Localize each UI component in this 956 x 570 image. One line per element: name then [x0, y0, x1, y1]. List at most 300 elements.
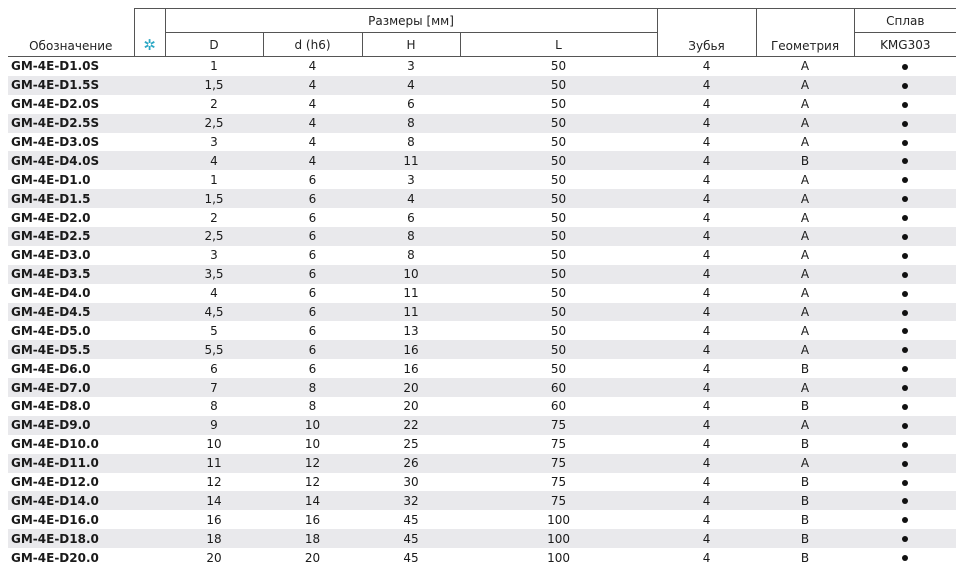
table-row [8, 397, 956, 416]
cell-d: 10 [304, 437, 321, 452]
cell-teeth: 4 [702, 437, 711, 452]
cell-H: 45 [403, 512, 419, 527]
cell-asterisk [134, 397, 165, 416]
cell-D: 2 [210, 97, 218, 112]
table-row [8, 529, 956, 548]
cell-alloy [854, 76, 956, 95]
spec-table [8, 8, 956, 567]
cell-d: 4 [263, 114, 362, 133]
cell-d: 4 [308, 135, 317, 149]
availability-dot-icon [902, 442, 908, 448]
cell-asterisk [134, 510, 165, 529]
availability-dot-icon [902, 385, 908, 391]
table-row [8, 265, 956, 284]
header-alloy-grade [854, 33, 956, 57]
cell-asterisk [134, 265, 165, 284]
cell-d: 10 [263, 416, 362, 435]
cell-geometry: A [756, 227, 854, 246]
cell-D: 2 [210, 210, 218, 225]
availability-dot-icon [902, 158, 908, 164]
availability-dot-icon [902, 102, 908, 108]
header-H [362, 33, 460, 57]
cell-alloy [854, 378, 956, 397]
cell-d: 4 [263, 76, 362, 95]
spec-table-body [8, 57, 956, 568]
cell-H: 6 [407, 210, 415, 225]
availability-dot-icon [902, 291, 908, 297]
cell-L: 50 [460, 76, 657, 95]
availability-dot-icon [902, 253, 908, 259]
table-row [8, 510, 956, 529]
cell-asterisk [134, 170, 165, 189]
cell-geometry: A [800, 286, 810, 301]
cell-asterisk [134, 133, 165, 152]
cell-H: 8 [362, 114, 460, 133]
cell-teeth: 4 [702, 172, 711, 187]
header-d [263, 33, 362, 57]
cell-L: 100 [547, 550, 570, 565]
cell-d: 6 [263, 303, 362, 322]
cell-L: 50 [550, 59, 567, 74]
cell-teeth: 4 [657, 340, 756, 359]
cell-L: 50 [460, 114, 657, 133]
cell-H: 45 [403, 550, 419, 565]
cell-d: 6 [308, 286, 317, 301]
cell-D: 3 [210, 135, 218, 149]
cell-alloy [854, 321, 956, 340]
cell-D: 1 [210, 59, 218, 74]
cell-D: 3,5 [165, 265, 263, 284]
cell-alloy [854, 529, 956, 548]
cell-H: 26 [362, 454, 460, 473]
header-designation [8, 9, 134, 57]
cell-code: GM-4E-D12.0 [11, 475, 99, 490]
cell-teeth: 4 [702, 210, 711, 225]
cell-geometry: A [800, 210, 810, 225]
availability-dot-icon [902, 347, 908, 353]
cell-d: 14 [263, 491, 362, 510]
header-designation-label: Обозначение [29, 39, 113, 53]
cell-code: GM-4E-D10.0 [11, 437, 99, 452]
cell-teeth: 4 [657, 76, 756, 95]
cell-L: 50 [550, 172, 567, 187]
cell-d: 12 [263, 454, 362, 473]
availability-dot-icon [902, 196, 908, 202]
cell-geometry: A [800, 59, 810, 74]
header-dimensions-label: Размеры [мм] [368, 13, 454, 28]
cell-D: 5 [210, 323, 218, 338]
cell-alloy [854, 548, 956, 567]
header-L-label: L [555, 37, 562, 52]
cell-teeth: 4 [657, 529, 756, 548]
cell-L: 75 [460, 454, 657, 473]
availability-dot-icon [902, 461, 908, 467]
cell-H: 13 [403, 323, 419, 338]
cell-geometry: A [756, 416, 854, 435]
cell-H: 8 [407, 248, 415, 263]
cell-teeth: 4 [702, 248, 711, 263]
cell-D: 11 [165, 454, 263, 473]
cell-d: 18 [263, 529, 362, 548]
cell-geometry: A [756, 340, 854, 359]
table-row [8, 548, 956, 567]
cell-L: 50 [460, 189, 657, 208]
cell-D: 14 [165, 491, 263, 510]
cell-asterisk [134, 208, 165, 227]
table-row [8, 95, 956, 114]
cell-L: 75 [550, 437, 567, 452]
cell-code: GM-4E-D11.0 [8, 454, 134, 473]
cell-H: 10 [362, 265, 460, 284]
cell-H: 16 [403, 361, 419, 376]
availability-dot-icon [902, 121, 908, 127]
cell-alloy [854, 114, 956, 133]
cell-H: 22 [362, 416, 460, 435]
cell-D: 3 [210, 248, 218, 263]
cell-alloy [854, 397, 956, 416]
cell-alloy [854, 133, 956, 152]
table-row [8, 114, 956, 133]
cell-d: 6 [263, 189, 362, 208]
cell-code: GM-4E-D1.5S [8, 76, 134, 95]
cell-code: GM-4E-D14.0 [8, 491, 134, 510]
table-row [8, 491, 956, 510]
cell-teeth: 4 [657, 378, 756, 397]
cell-teeth: 4 [702, 135, 711, 149]
cell-d: 16 [304, 512, 321, 527]
cell-D: 1 [210, 172, 218, 187]
header-alloy [854, 9, 956, 33]
cell-H: 8 [362, 227, 460, 246]
cell-alloy [854, 189, 956, 208]
cell-teeth: 4 [702, 512, 711, 527]
cell-code: GM-4E-D4.5 [8, 303, 134, 322]
cell-code: GM-4E-D2.5 [8, 227, 134, 246]
cell-D: 10 [206, 437, 222, 452]
cell-code: GM-4E-D1.0S [11, 59, 100, 74]
cell-code: GM-4E-D7.0 [8, 378, 134, 397]
cell-geometry: A [756, 189, 854, 208]
cell-D: 4 [210, 286, 218, 301]
cell-L: 60 [460, 378, 657, 397]
availability-dot-icon [902, 234, 908, 240]
cell-geometry: A [800, 97, 810, 112]
cell-D: 4 [165, 151, 263, 170]
cell-H: 16 [362, 340, 460, 359]
cell-asterisk [134, 76, 165, 95]
cell-L: 50 [460, 265, 657, 284]
cell-teeth: 4 [702, 323, 711, 338]
cell-geometry: A [800, 135, 810, 149]
cell-asterisk [134, 284, 165, 303]
cell-code: GM-4E-D8.0 [11, 399, 91, 414]
cell-teeth: 4 [657, 151, 756, 170]
cell-alloy [854, 95, 956, 114]
table-row [8, 321, 956, 340]
availability-dot-icon [902, 310, 908, 316]
cell-teeth: 4 [702, 59, 711, 74]
table-row [8, 208, 956, 227]
cell-D: 6 [210, 361, 218, 376]
availability-dot-icon [902, 177, 908, 183]
cell-geometry: A [756, 454, 854, 473]
header-d-label: d (h6) [294, 37, 331, 52]
cell-d: 4 [308, 97, 317, 112]
table-row [8, 340, 956, 359]
header-alloy-label: Сплав [886, 13, 925, 28]
table-row [8, 473, 956, 492]
cell-d: 4 [308, 59, 317, 74]
cell-H: 11 [362, 151, 460, 170]
cell-H: 8 [407, 135, 415, 149]
cell-geometry: A [800, 323, 810, 338]
cell-H: 20 [403, 399, 419, 414]
header-geometry-label: Геометрия [770, 39, 840, 53]
availability-dot-icon [902, 366, 908, 372]
cell-code: GM-4E-D4.0S [8, 151, 134, 170]
cell-code: GM-4E-D5.0 [11, 323, 91, 338]
cell-alloy [854, 435, 956, 454]
cell-teeth: 4 [657, 416, 756, 435]
cell-H: 11 [403, 286, 419, 301]
cell-d: 6 [308, 361, 317, 376]
cell-L: 75 [550, 475, 567, 490]
cell-geometry: B [800, 399, 810, 414]
cell-asterisk [134, 189, 165, 208]
cell-d: 8 [263, 378, 362, 397]
table-row [8, 227, 956, 246]
cell-asterisk [134, 529, 165, 548]
cell-teeth: 4 [702, 97, 711, 112]
cell-H: 32 [362, 491, 460, 510]
cell-D: 1,5 [165, 76, 263, 95]
cell-code: GM-4E-D6.0 [11, 361, 91, 376]
cell-d: 6 [263, 265, 362, 284]
cell-asterisk [134, 416, 165, 435]
table-row [8, 151, 956, 170]
availability-dot-icon [902, 215, 908, 221]
cell-teeth: 4 [702, 550, 711, 565]
header-L [460, 33, 657, 57]
cell-teeth: 4 [657, 491, 756, 510]
cell-code: GM-4E-D1.0 [11, 172, 91, 187]
header-geometry [756, 9, 854, 57]
cell-H: 11 [362, 303, 460, 322]
cell-code: GM-4E-D2.0S [11, 97, 100, 112]
cell-L: 75 [460, 416, 657, 435]
cell-L: 50 [550, 210, 567, 225]
cell-alloy [854, 510, 956, 529]
table-row [8, 57, 956, 76]
cell-code: GM-4E-D9.0 [8, 416, 134, 435]
cell-d: 6 [263, 227, 362, 246]
cell-L: 60 [550, 399, 567, 414]
cell-alloy [854, 416, 956, 435]
cell-alloy [854, 170, 956, 189]
cell-asterisk [134, 227, 165, 246]
cell-D: 7 [165, 378, 263, 397]
header-D-label: D [209, 37, 219, 52]
cell-alloy [854, 57, 956, 76]
availability-dot-icon [902, 517, 908, 523]
cell-teeth: 4 [702, 399, 711, 414]
cell-H: 3 [407, 172, 415, 187]
table-row [8, 284, 956, 303]
cell-alloy [854, 208, 956, 227]
cell-alloy [854, 265, 956, 284]
cell-D: 2,5 [165, 227, 263, 246]
header-D [165, 33, 263, 57]
cell-geometry: B [756, 151, 854, 170]
header-alloy-grade-label: KMG303 [880, 37, 931, 52]
cell-D: 12 [206, 475, 222, 490]
table-row [8, 435, 956, 454]
cell-geometry: A [800, 172, 810, 187]
table-row [8, 359, 956, 378]
table-row [8, 416, 956, 435]
table-row [8, 454, 956, 473]
cell-geometry: A [756, 378, 854, 397]
cell-code: GM-4E-D3.0S [11, 135, 100, 149]
asterisk-icon: ✲ [143, 36, 156, 54]
header-row-top [8, 9, 956, 33]
cell-H: 45 [362, 529, 460, 548]
cell-teeth: 4 [657, 114, 756, 133]
cell-L: 50 [460, 340, 657, 359]
cell-d: 6 [308, 323, 317, 338]
cell-geometry: A [756, 303, 854, 322]
cell-alloy [854, 359, 956, 378]
cell-asterisk [134, 378, 165, 397]
cell-alloy [854, 491, 956, 510]
availability-dot-icon [902, 480, 908, 486]
cell-alloy [854, 227, 956, 246]
cell-alloy [854, 454, 956, 473]
cell-code: GM-4E-D5.5 [8, 340, 134, 359]
cell-H: 30 [403, 475, 419, 490]
cell-teeth: 4 [657, 454, 756, 473]
availability-dot-icon [902, 64, 908, 70]
cell-teeth: 4 [657, 303, 756, 322]
cell-code: GM-4E-D18.0 [8, 529, 134, 548]
cell-geometry: B [800, 437, 810, 452]
cell-alloy [854, 151, 956, 170]
cell-L: 100 [547, 512, 570, 527]
cell-d: 6 [308, 248, 317, 263]
cell-H: 20 [362, 378, 460, 397]
availability-dot-icon [902, 555, 908, 561]
availability-dot-icon [902, 404, 908, 410]
cell-asterisk [134, 473, 165, 492]
cell-alloy [854, 473, 956, 492]
cell-H: 6 [407, 97, 415, 112]
cell-alloy [854, 303, 956, 322]
cell-L: 50 [550, 286, 567, 301]
cell-asterisk [134, 321, 165, 340]
cell-teeth: 4 [657, 227, 756, 246]
table-row [8, 246, 956, 265]
availability-dot-icon [902, 83, 908, 89]
cell-geometry: B [756, 491, 854, 510]
cell-geometry: A [756, 114, 854, 133]
cell-code: GM-4E-D2.0 [11, 210, 91, 225]
cell-d: 6 [308, 210, 317, 225]
cell-asterisk [134, 114, 165, 133]
cell-code: GM-4E-D3.5 [8, 265, 134, 284]
cell-H: 25 [403, 437, 419, 452]
header-H-label: H [406, 37, 416, 52]
cell-d: 8 [308, 399, 317, 414]
cell-geometry: B [800, 550, 810, 565]
cell-teeth: 4 [702, 361, 711, 376]
table-row [8, 76, 956, 95]
cell-asterisk [134, 491, 165, 510]
cell-d: 20 [304, 550, 321, 565]
cell-D: 1,5 [165, 189, 263, 208]
header-asterisk [134, 9, 165, 57]
cell-D: 18 [165, 529, 263, 548]
cell-H: 4 [362, 76, 460, 95]
cell-d: 6 [308, 172, 317, 187]
cell-geometry: A [756, 265, 854, 284]
cell-geometry: A [756, 76, 854, 95]
cell-teeth: 4 [657, 189, 756, 208]
table-row [8, 378, 956, 397]
cell-code: GM-4E-D16.0 [11, 512, 99, 527]
cell-H: 3 [407, 59, 415, 74]
cell-code: GM-4E-D2.5S [8, 114, 134, 133]
cell-geometry: B [800, 512, 810, 527]
cell-teeth: 4 [702, 475, 711, 490]
availability-dot-icon [902, 328, 908, 334]
cell-teeth: 4 [702, 286, 711, 301]
availability-dot-icon [902, 498, 908, 504]
cell-asterisk [134, 95, 165, 114]
cell-asterisk [134, 435, 165, 454]
table-row [8, 133, 956, 152]
cell-L: 50 [460, 151, 657, 170]
cell-D: 5,5 [165, 340, 263, 359]
cell-geometry: B [800, 475, 810, 490]
cell-geometry: B [756, 529, 854, 548]
availability-dot-icon [902, 140, 908, 146]
cell-geometry: B [800, 361, 810, 376]
cell-code: GM-4E-D1.5 [8, 189, 134, 208]
cell-L: 50 [550, 135, 567, 149]
cell-code: GM-4E-D20.0 [11, 550, 99, 565]
cell-asterisk [134, 340, 165, 359]
cell-D: 20 [206, 550, 222, 565]
cell-code: GM-4E-D3.0 [11, 248, 91, 263]
cell-asterisk [134, 151, 165, 170]
table-row [8, 170, 956, 189]
header-dimensions [165, 9, 657, 33]
cell-code: GM-4E-D4.0 [11, 286, 91, 301]
cell-L: 50 [550, 323, 567, 338]
cell-L: 50 [460, 303, 657, 322]
table-row [8, 303, 956, 322]
cell-asterisk [134, 359, 165, 378]
availability-dot-icon [902, 423, 908, 429]
table-row [8, 189, 956, 208]
cell-asterisk [134, 454, 165, 473]
cell-D: 2,5 [165, 114, 263, 133]
cell-geometry: A [800, 248, 810, 263]
cell-L: 50 [460, 227, 657, 246]
cell-asterisk [134, 57, 165, 76]
cell-H: 4 [362, 189, 460, 208]
cell-d: 4 [263, 151, 362, 170]
